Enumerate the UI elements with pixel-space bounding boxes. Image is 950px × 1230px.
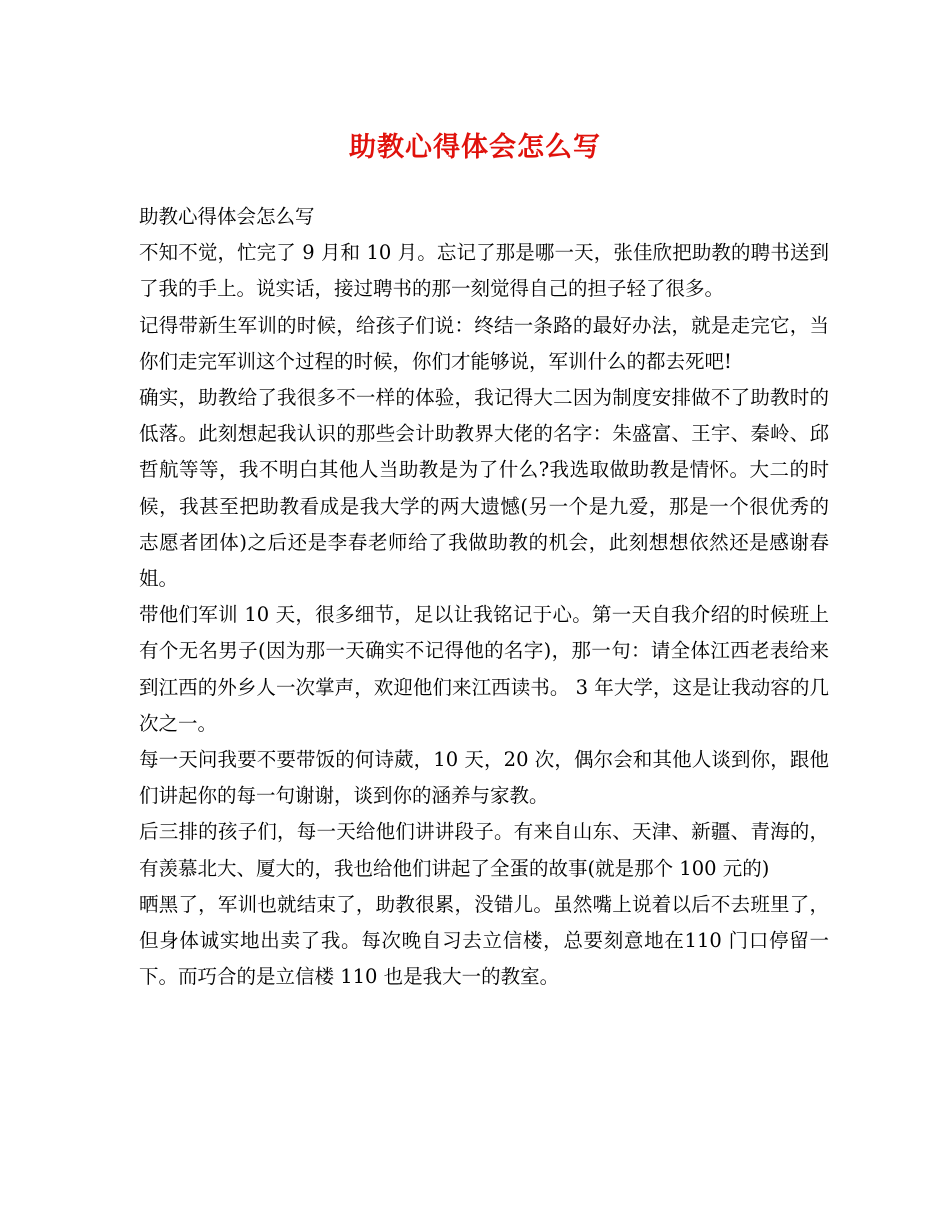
- document-body: [139, 199, 829, 995]
- document-title: 助教心得体会怎么写: [349, 132, 601, 163]
- paragraph: 带他们军训 10 天，很多细节，足以让我铭记于心。第一天自我介绍的时候班上有个无名男子(因为那一天确实不记得他的名字)，那一句：请全体江西老表给来到江西的外乡人一次掌声，欢迎他们来江西读书。 3 年大学，这是让我动容的几次之一。: [139, 603, 829, 735]
- paragraph: 每一天问我要不要带饭的何诗葳，10 天，20 次，偶尔会和其他人谈到你，跟他们讲起你的每一句谢谢，谈到你的涵养与家教。: [139, 748, 829, 808]
- paragraph: 后三排的孩子们，每一天给他们讲讲段子。有来自山东、天津、新疆、青海的，有羡慕北大、厦大的，我也给他们讲起了全蛋的故事(就是那个 100 元的): [139, 820, 829, 880]
- paragraph: 助教心得体会怎么写: [139, 205, 315, 228]
- paragraph: 不知不觉，忙完了 9 月和 10 月。忘记了那是哪一天，张佳欣把助教的聘书送到了我的手上。说实话，接过聘书的那一刻觉得自己的担子轻了很多。: [139, 241, 829, 301]
- paragraph: 确实，助教给了我很多不一样的体验，我记得大二因为制度安排做不了助教时的低落。此刻想起我认识的那些会计助教界大佬的名字：朱盛富、王宇、秦岭、邱哲航等等，我不明白其他人当助教是为了什么?我选取做助教是情怀。大二的时候，我甚至把助教看成是我大学的两大遗憾(另一个是九爱，那是一个很优秀的志愿者团体)之后还是李春老师给了我做助教的机会，此刻想想依然还是感谢春姐。: [139, 386, 829, 591]
- paragraph: 记得带新生军训的时候，给孩子们说：终结一条路的最好办法，就是走完它，当你们走完军训这个过程的时候，你们才能够说，军训什么的都去死吧!: [139, 313, 829, 373]
- paragraph: 晒黑了，军训也就结束了，助教很累，没错儿。虽然嘴上说着以后不去班里了，但身体诚实地出卖了我。每次晚自习去立信楼，总要刻意地在110 门口停留一下。而巧合的是立信楼 110 也是我大一的教室。: [139, 892, 829, 989]
